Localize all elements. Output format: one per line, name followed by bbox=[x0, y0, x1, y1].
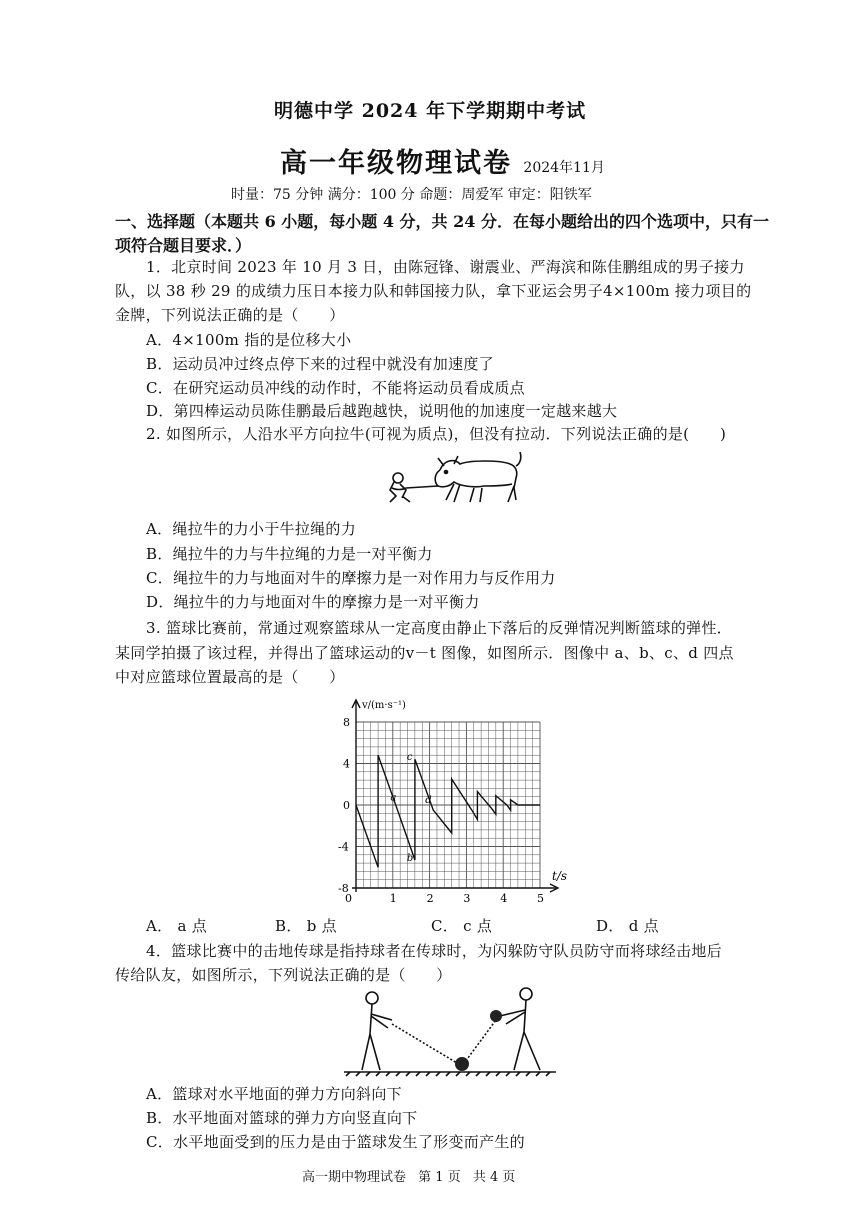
section-heading-line2: 项符合题目要求．） bbox=[115, 236, 252, 255]
point-label-d: d bbox=[425, 794, 432, 806]
q3-option-c: C． c 点 bbox=[431, 917, 493, 935]
q3-option-a: A． a 点 bbox=[146, 917, 208, 935]
point-label-c: c bbox=[406, 752, 413, 764]
q2-line1: 2. 如图所示，人沿水平方向拉牛(可视为质点)，但没有拉动．下列说法正确的是( ) bbox=[146, 425, 727, 443]
section-heading-line1: 一、选择题（本题共 6 小题，每小题 4 分，共 24 分．在每小题给出的四个选项中，只有一 bbox=[115, 212, 769, 231]
exam-title bbox=[280, 141, 605, 180]
footer-page: 第 1 页 bbox=[418, 1170, 461, 1185]
y-tick-label: 8 bbox=[343, 716, 350, 729]
q1-line1: 1．北京时间 2023 年 10 月 3 日，由陈冠锋、谢震业、严海滨和陈佳鹏组成的男子接力 bbox=[146, 258, 745, 276]
q2-option-d: D．绳拉牛的力与地面对牛的摩擦力是一对平衡力 bbox=[146, 593, 480, 611]
y-tick-label: 0 bbox=[343, 799, 350, 812]
q1-line2: 队，以 38 秒 29 的成绩力压日本接力队和韩国接力队，拿下亚运会男子4×100m 接力项目的 bbox=[115, 282, 752, 300]
exam-title-text: 高一年级物理试卷 bbox=[280, 148, 512, 179]
q1-line3: 金牌，下列说法正确的是（ ） bbox=[115, 306, 345, 324]
x-tick-label: 4 bbox=[500, 892, 508, 905]
x-tick-label: 3 bbox=[463, 892, 471, 905]
y-axis-label: v/(m·s⁻¹) bbox=[362, 700, 406, 711]
x-tick-label: 2 bbox=[426, 892, 434, 905]
exam-date: 2024年11月 bbox=[523, 160, 605, 176]
q1-option-b: B．运动员冲过终点停下来的过程中就没有加速度了 bbox=[146, 355, 494, 373]
y-tick-label: -4 bbox=[338, 840, 349, 854]
footer bbox=[302, 1166, 515, 1185]
q3-line2: 某同学拍摄了该过程，并得出了篮球运动的v－t 图像，如图所示．图像中 a、b、c、d 四点 bbox=[115, 644, 734, 662]
school-title: 明德中学 2024 年下学期期中考试 bbox=[274, 100, 587, 122]
q2-option-a: A．绳拉牛的力小于牛拉绳的力 bbox=[146, 520, 357, 538]
x-tick-label: 1 bbox=[389, 892, 397, 905]
q1-option-d: D．第四棒运动员陈佳鹏最后越跑越快，说明他的加速度一定越来越大 bbox=[146, 402, 618, 420]
y-tick-label: 4 bbox=[343, 757, 350, 771]
point-label-a: a bbox=[390, 792, 397, 804]
bounce-pass-figure bbox=[340, 984, 560, 1080]
q4-option-b: B．水平地面对篮球的弹力方向竖直向下 bbox=[146, 1109, 418, 1127]
q1-option-a: A．4×100m 指的是位移大小 bbox=[146, 331, 352, 349]
q4-option-c: C．水平地面受到的压力是由于篮球发生了形变而产生的 bbox=[146, 1133, 525, 1151]
q4-option-a: A．篮球对水平地面的弹力方向斜向下 bbox=[146, 1085, 402, 1103]
q3-option-d: D． d 点 bbox=[596, 917, 659, 935]
point-label-b: b bbox=[406, 852, 414, 864]
x-axis-label: t/s bbox=[552, 869, 568, 883]
q1-option-c: C．在研究运动员冲线的动作时，不能将运动员看成质点 bbox=[146, 379, 525, 397]
q2-option-b: B．绳拉牛的力与牛拉绳的力是一对平衡力 bbox=[146, 545, 433, 563]
x-tick-label: 5 bbox=[537, 892, 544, 905]
y-tick-label: -8 bbox=[338, 882, 349, 895]
vt-graph bbox=[320, 694, 580, 912]
person-pulling-cow-figure bbox=[384, 444, 524, 510]
q3-line1: 3. 篮球比赛前，常通过观察篮球从一定高度由静止下落后的反弹情况判断篮球的弹性． bbox=[146, 619, 733, 637]
x-tick-label: 0 bbox=[345, 892, 352, 905]
exam-meta: 时量：75 分钟 满分：100 分 命题：周爱军 审定：阳铁军 bbox=[231, 187, 592, 203]
footer-total: 共 4 页 bbox=[472, 1170, 516, 1185]
q4-line2: 传给队友，如图所示，下列说法正确的是（ ） bbox=[115, 966, 452, 984]
q2-option-c: C．绳拉牛的力与地面对牛的摩擦力是一对作用力与反作用力 bbox=[146, 569, 556, 587]
q3-line3: 中对应篮球位置最高的是（ ） bbox=[115, 668, 345, 686]
footer-exam-name: 高一期中物理试卷 bbox=[302, 1170, 407, 1185]
q4-line1: 4．篮球比赛中的击地传球是指持球者在传球时，为闪躲防守队员防守而将球经击地后 bbox=[146, 942, 722, 960]
q3-option-b: B． b 点 bbox=[275, 917, 337, 935]
